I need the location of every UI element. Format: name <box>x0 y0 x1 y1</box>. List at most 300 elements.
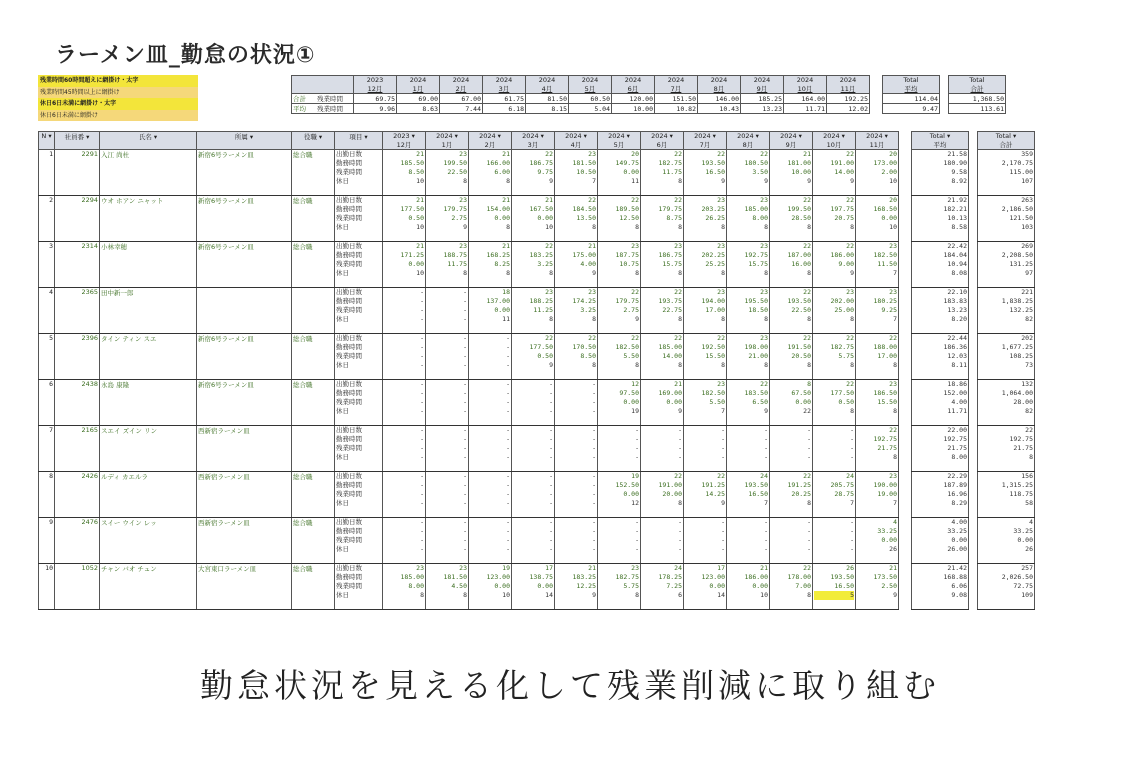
month-cell <box>641 242 684 288</box>
cell-value: - <box>592 481 596 489</box>
sum-value: 0.00 <box>1017 536 1033 544</box>
summary-item: 残業時間 <box>317 95 343 103</box>
cell-value: 205.75 <box>830 481 854 489</box>
cell-value: - <box>764 444 768 452</box>
month-cell <box>555 242 598 288</box>
month-cell <box>598 288 641 334</box>
year-label: 2024 <box>796 76 814 84</box>
cell-value: - <box>635 545 639 553</box>
cell-value: 199.50 <box>787 205 811 213</box>
month-cell <box>684 334 727 380</box>
month-cell <box>598 242 641 288</box>
sum-value: 156 <box>1021 472 1033 480</box>
month-cell <box>641 288 684 334</box>
year-label: 2024 ▾ <box>479 132 501 140</box>
month-cell <box>813 426 856 472</box>
month-cell <box>383 196 426 242</box>
cell-value: - <box>807 444 811 452</box>
cell-value: - <box>549 398 553 406</box>
month-header <box>727 132 770 150</box>
month-cell <box>512 334 555 380</box>
sum-value: 132 <box>1021 380 1033 388</box>
gap <box>969 380 978 426</box>
month-cell <box>813 242 856 288</box>
cell-value: 8 <box>721 361 725 369</box>
average-value: 8.08 <box>951 269 967 277</box>
cell-value: - <box>764 545 768 553</box>
cell-value: 203.25 <box>701 205 725 213</box>
cell-value: 0.50 <box>838 398 854 406</box>
cell-value: - <box>463 527 467 535</box>
cell-value: - <box>463 472 467 480</box>
month-header <box>641 132 684 150</box>
cell-value: - <box>506 407 510 415</box>
cell-value: 23 <box>674 242 682 250</box>
month-cell <box>727 472 770 518</box>
item-labels <box>335 380 383 426</box>
cell-value: 15.50 <box>705 352 725 360</box>
average-value: 10.13 <box>947 214 967 222</box>
cell-value: 5 <box>814 591 854 600</box>
total-sub: 平均 <box>933 141 947 149</box>
cell-value: - <box>506 499 510 507</box>
cell-value: 14.00 <box>834 168 854 176</box>
cell-value: 191.25 <box>701 481 725 489</box>
cell-value: - <box>463 398 467 406</box>
sum-value: 103 <box>1021 223 1033 231</box>
employee-role: 総合職 <box>292 380 335 426</box>
item-label: 残業時間 <box>336 306 362 314</box>
cell-value: 2.75 <box>451 214 467 222</box>
item-label: 出勤日数 <box>336 288 362 296</box>
item-label: 出勤日数 <box>336 242 362 250</box>
cell-value: - <box>463 343 467 351</box>
sum-value: 28.00 <box>1013 398 1033 406</box>
cell-value: 21.75 <box>877 444 897 452</box>
sum-value: 72.75 <box>1013 582 1033 590</box>
item-label: 出勤日数 <box>336 426 362 434</box>
month-label: 6月 <box>627 85 639 93</box>
cell-value: 17.00 <box>705 306 725 314</box>
sum-value: 4 <box>1029 518 1033 526</box>
cell-value: 192.75 <box>744 251 768 259</box>
cell-value: - <box>420 536 424 544</box>
cell-value: 8 <box>850 407 854 415</box>
month-cell <box>856 334 899 380</box>
year-label: 2024 ▾ <box>694 132 716 140</box>
cell-value: - <box>635 527 639 535</box>
cell-value: 183.50 <box>744 389 768 397</box>
item-labels <box>335 426 383 472</box>
cell-value: 22 <box>674 150 682 158</box>
employee-row <box>39 150 1035 196</box>
header-item: 項目 ▾ <box>335 132 383 150</box>
employee-id: 2426 <box>55 472 100 518</box>
cell-value: 9.25 <box>881 306 897 314</box>
item-label: 勤務時間 <box>336 435 362 443</box>
year-label: 2024 <box>710 76 728 84</box>
month-cell <box>426 196 469 242</box>
month-cell <box>770 242 813 288</box>
cell-value: 20 <box>889 196 897 204</box>
month-cell <box>727 334 770 380</box>
cell-value: 178.25 <box>658 573 682 581</box>
cell-value: - <box>807 518 811 526</box>
cell-value: 3.25 <box>580 306 596 314</box>
sum-value: 58 <box>1025 499 1033 507</box>
cell-value: 175.00 <box>572 251 596 259</box>
cell-value: 20.00 <box>662 490 682 498</box>
month-cell <box>770 564 813 610</box>
cell-value: 22.50 <box>791 306 811 314</box>
sum-cell <box>978 426 1035 472</box>
item-label: 休日 <box>336 269 349 277</box>
month-cell <box>512 196 555 242</box>
year-label: 2024 ▾ <box>436 132 458 140</box>
gap <box>899 242 912 288</box>
cell-value: 7 <box>893 315 897 323</box>
month-header <box>383 132 426 150</box>
employee-id: 1052 <box>55 564 100 610</box>
month-cell <box>383 518 426 564</box>
year-label: 2023 ▾ <box>393 132 415 140</box>
summary-value: 10.43 <box>698 104 741 114</box>
cell-value: - <box>592 472 596 480</box>
cell-value: 12.25 <box>576 582 596 590</box>
employee-row <box>39 518 1035 564</box>
month-header <box>483 76 526 94</box>
cell-value: - <box>506 343 510 351</box>
cell-value: 8 <box>807 380 811 388</box>
cell-value: 12 <box>631 499 639 507</box>
cell-value: 8 <box>592 223 596 231</box>
employee-name: チャン バオ チュン <box>100 564 197 610</box>
month-header <box>784 76 827 94</box>
gap <box>899 132 912 150</box>
month-label: 12月 <box>396 141 412 149</box>
cell-value: - <box>506 389 510 397</box>
cell-value: 15.50 <box>877 398 897 406</box>
summary-item: 残業時間 <box>317 105 343 113</box>
cell-value: 188.75 <box>443 251 467 259</box>
gap <box>899 334 912 380</box>
sum-value: 22 <box>1025 426 1033 434</box>
item-label: 勤務時間 <box>336 343 362 351</box>
sum-value: 115.00 <box>1009 168 1033 176</box>
sum-value: 97 <box>1025 269 1033 277</box>
month-cell <box>770 334 813 380</box>
cell-value: - <box>850 518 854 526</box>
item-label: 残業時間 <box>336 582 362 590</box>
month-cell <box>727 288 770 334</box>
item-label: 休日 <box>336 315 349 323</box>
month-label: 11月 <box>869 141 885 149</box>
item-labels <box>335 242 383 288</box>
item-label: 休日 <box>336 591 349 599</box>
cell-value: - <box>850 426 854 434</box>
cell-value: 152.50 <box>615 481 639 489</box>
cell-value: 21 <box>889 564 897 572</box>
month-cell <box>469 242 512 288</box>
summary-label <box>292 94 354 104</box>
cell-value: 23 <box>416 564 424 572</box>
month-cell <box>383 380 426 426</box>
item-label: 残業時間 <box>336 444 362 452</box>
gap <box>969 242 978 288</box>
year-label: 2023 <box>366 76 384 84</box>
cell-value: - <box>549 435 553 443</box>
cell-value: - <box>463 407 467 415</box>
cell-value: 7 <box>893 269 897 277</box>
cell-value: 149.75 <box>615 159 639 167</box>
cell-value: 25.25 <box>705 260 725 268</box>
cell-value: 8 <box>721 269 725 277</box>
cell-value: - <box>420 297 424 305</box>
item-labels <box>335 288 383 334</box>
cell-value: 22 <box>846 334 854 342</box>
cell-value: 10 <box>889 177 897 185</box>
cell-value: - <box>506 518 510 526</box>
cell-value: 22 <box>889 334 897 342</box>
sum-value: 8 <box>1029 453 1033 461</box>
month-cell <box>469 150 512 196</box>
employee-no: 8 <box>39 472 55 518</box>
cell-value: 23 <box>717 288 725 296</box>
cell-value: - <box>549 527 553 535</box>
summary-value: 69.75 <box>354 94 397 104</box>
cell-value: 8 <box>506 177 510 185</box>
cell-value: 182.75 <box>658 159 682 167</box>
cell-value: 23 <box>459 564 467 572</box>
month-cell <box>555 518 598 564</box>
cell-value: 21 <box>502 242 510 250</box>
average-cell <box>912 564 969 610</box>
cell-value: 22 <box>588 196 596 204</box>
cell-value: 15.75 <box>662 260 682 268</box>
employee-role: 総合職 <box>292 564 335 610</box>
cell-value: - <box>506 398 510 406</box>
month-header <box>698 76 741 94</box>
cell-value: 11.50 <box>877 260 897 268</box>
summary-key: 合計 <box>293 95 306 103</box>
cell-value: 22 <box>803 242 811 250</box>
month-cell <box>641 196 684 242</box>
cell-value: 22 <box>846 380 854 388</box>
summary-value: 7.44 <box>440 104 483 114</box>
cell-value: 22 <box>846 196 854 204</box>
cell-value: - <box>850 453 854 461</box>
cell-value: 0.00 <box>709 582 725 590</box>
cell-value: 33.25 <box>877 527 897 535</box>
gap <box>969 288 978 334</box>
month-label: 9月 <box>756 85 768 93</box>
month-label: 7月 <box>670 85 682 93</box>
cell-value: 22 <box>846 150 854 158</box>
item-label: 休日 <box>336 545 349 553</box>
cell-value: - <box>420 343 424 351</box>
cell-value: - <box>592 527 596 535</box>
cell-value: 123.00 <box>701 573 725 581</box>
month-header <box>598 132 641 150</box>
summary-value: 11.71 <box>784 104 827 114</box>
month-cell <box>469 564 512 610</box>
cell-value: 185.50 <box>400 159 424 167</box>
cell-value: 8 <box>635 223 639 231</box>
item-label: 残業時間 <box>336 398 362 406</box>
employee-role: 総合職 <box>292 150 335 196</box>
cell-value: 21 <box>803 150 811 158</box>
summary-row <box>292 104 1006 114</box>
cell-value: 26 <box>889 545 897 553</box>
cell-value: - <box>678 435 682 443</box>
cell-value: - <box>506 481 510 489</box>
month-label: 8月 <box>742 141 754 149</box>
cell-value: 186.00 <box>744 573 768 581</box>
sum-cell <box>978 196 1035 242</box>
cell-value: 9 <box>850 177 854 185</box>
month-cell <box>856 426 899 472</box>
month-cell <box>426 472 469 518</box>
cell-value: 185.00 <box>400 573 424 581</box>
month-cell <box>426 242 469 288</box>
gap <box>940 104 949 114</box>
cell-value: - <box>592 518 596 526</box>
cell-value: 8.50 <box>580 352 596 360</box>
header-id: 社員番 ▾ <box>55 132 100 150</box>
year-label: 2024 ▾ <box>737 132 759 140</box>
sum-value: 21.75 <box>1013 444 1033 452</box>
employee-row <box>39 242 1035 288</box>
cell-value: 6.50 <box>752 398 768 406</box>
cell-value: 22 <box>674 196 682 204</box>
month-cell <box>684 518 727 564</box>
cell-value: 9 <box>592 591 596 599</box>
cell-value: 199.50 <box>443 159 467 167</box>
cell-value: 187.00 <box>787 251 811 259</box>
month-cell <box>813 518 856 564</box>
month-cell <box>856 196 899 242</box>
employee-dept: 新宿6号ラーメン皿 <box>197 242 292 288</box>
employee-dept: 新宿6号ラーメン皿 <box>197 380 292 426</box>
employee-row <box>39 426 1035 472</box>
cell-value: 154.00 <box>486 205 510 213</box>
cell-value: 186.50 <box>873 389 897 397</box>
month-cell <box>770 380 813 426</box>
month-label: 12月 <box>367 85 383 93</box>
cell-value: - <box>635 444 639 452</box>
sum-value: 73 <box>1025 361 1033 369</box>
cell-value: 8 <box>463 591 467 599</box>
cell-value: 182.75 <box>615 573 639 581</box>
cell-value: 0.00 <box>408 260 424 268</box>
item-labels <box>335 518 383 564</box>
total-sub: 合計 <box>970 85 984 93</box>
cell-value: 9 <box>764 407 768 415</box>
cell-value: - <box>463 499 467 507</box>
employee-dept: 西新宿ラーメン皿 <box>197 426 292 472</box>
cell-value: 9 <box>549 361 553 369</box>
cell-value: - <box>506 352 510 360</box>
cell-value: 192.50 <box>701 343 725 351</box>
summary-value: 120.00 <box>612 94 655 104</box>
cell-value: 179.75 <box>658 205 682 213</box>
cell-value: 22 <box>545 150 553 158</box>
cell-value: - <box>463 536 467 544</box>
employee-dept: 大宮東口ラーメン皿 <box>197 564 292 610</box>
month-cell <box>641 334 684 380</box>
employee-name: 永島 康隆 <box>100 380 197 426</box>
summary-corner <box>292 76 354 94</box>
cell-value: 8 <box>893 407 897 415</box>
cell-value: - <box>807 536 811 544</box>
legend-item: 休日6日未満に網掛け <box>38 110 198 122</box>
cell-value: - <box>678 426 682 434</box>
cell-value: 10 <box>416 269 424 277</box>
month-cell <box>856 242 899 288</box>
month-cell <box>426 518 469 564</box>
cell-value: - <box>721 444 725 452</box>
cell-value: - <box>807 545 811 553</box>
summary-value: 8.15 <box>526 104 569 114</box>
cell-value: 202.25 <box>701 251 725 259</box>
cell-value: 22.50 <box>447 168 467 176</box>
month-cell <box>813 380 856 426</box>
cell-value: 8 <box>850 315 854 323</box>
month-header <box>397 76 440 94</box>
item-label: 勤務時間 <box>336 573 362 581</box>
employee-name: タイン ティン スエ <box>100 334 197 380</box>
month-label: 11月 <box>840 85 856 93</box>
year-label: 2024 <box>839 76 857 84</box>
cell-value: - <box>721 518 725 526</box>
cell-value: 21 <box>674 380 682 388</box>
cell-value: 18 <box>502 288 510 296</box>
employee-no: 1 <box>39 150 55 196</box>
average-value: 4.00 <box>951 518 967 526</box>
cell-value: 22 <box>631 288 639 296</box>
cell-value: - <box>420 499 424 507</box>
employee-no: 10 <box>39 564 55 610</box>
average-value: 0.00 <box>951 536 967 544</box>
month-cell <box>598 196 641 242</box>
cell-value: 180.25 <box>873 297 897 305</box>
sum-cell <box>978 242 1035 288</box>
cell-value: 9 <box>678 407 682 415</box>
summary-avg: 114.04 <box>883 94 940 104</box>
cell-value: - <box>463 361 467 369</box>
cell-value: 8 <box>635 361 639 369</box>
average-value: 12.03 <box>947 352 967 360</box>
cell-value: - <box>420 352 424 360</box>
employee-name: スエイ ズイン リン <box>100 426 197 472</box>
sum-cell <box>978 380 1035 426</box>
month-cell <box>598 380 641 426</box>
gap <box>899 150 912 196</box>
cell-value: 9 <box>850 269 854 277</box>
employee-dept: 新宿6号ラーメン皿 <box>197 150 292 196</box>
item-labels <box>335 334 383 380</box>
cell-value: - <box>592 380 596 388</box>
cell-value: - <box>549 380 553 388</box>
employee-role: 総合職 <box>292 334 335 380</box>
cell-value: 7 <box>893 499 897 507</box>
cell-value: 8.00 <box>408 582 424 590</box>
cell-value: - <box>678 545 682 553</box>
month-header <box>512 132 555 150</box>
cell-value: - <box>678 453 682 461</box>
month-cell <box>555 564 598 610</box>
month-cell <box>383 472 426 518</box>
